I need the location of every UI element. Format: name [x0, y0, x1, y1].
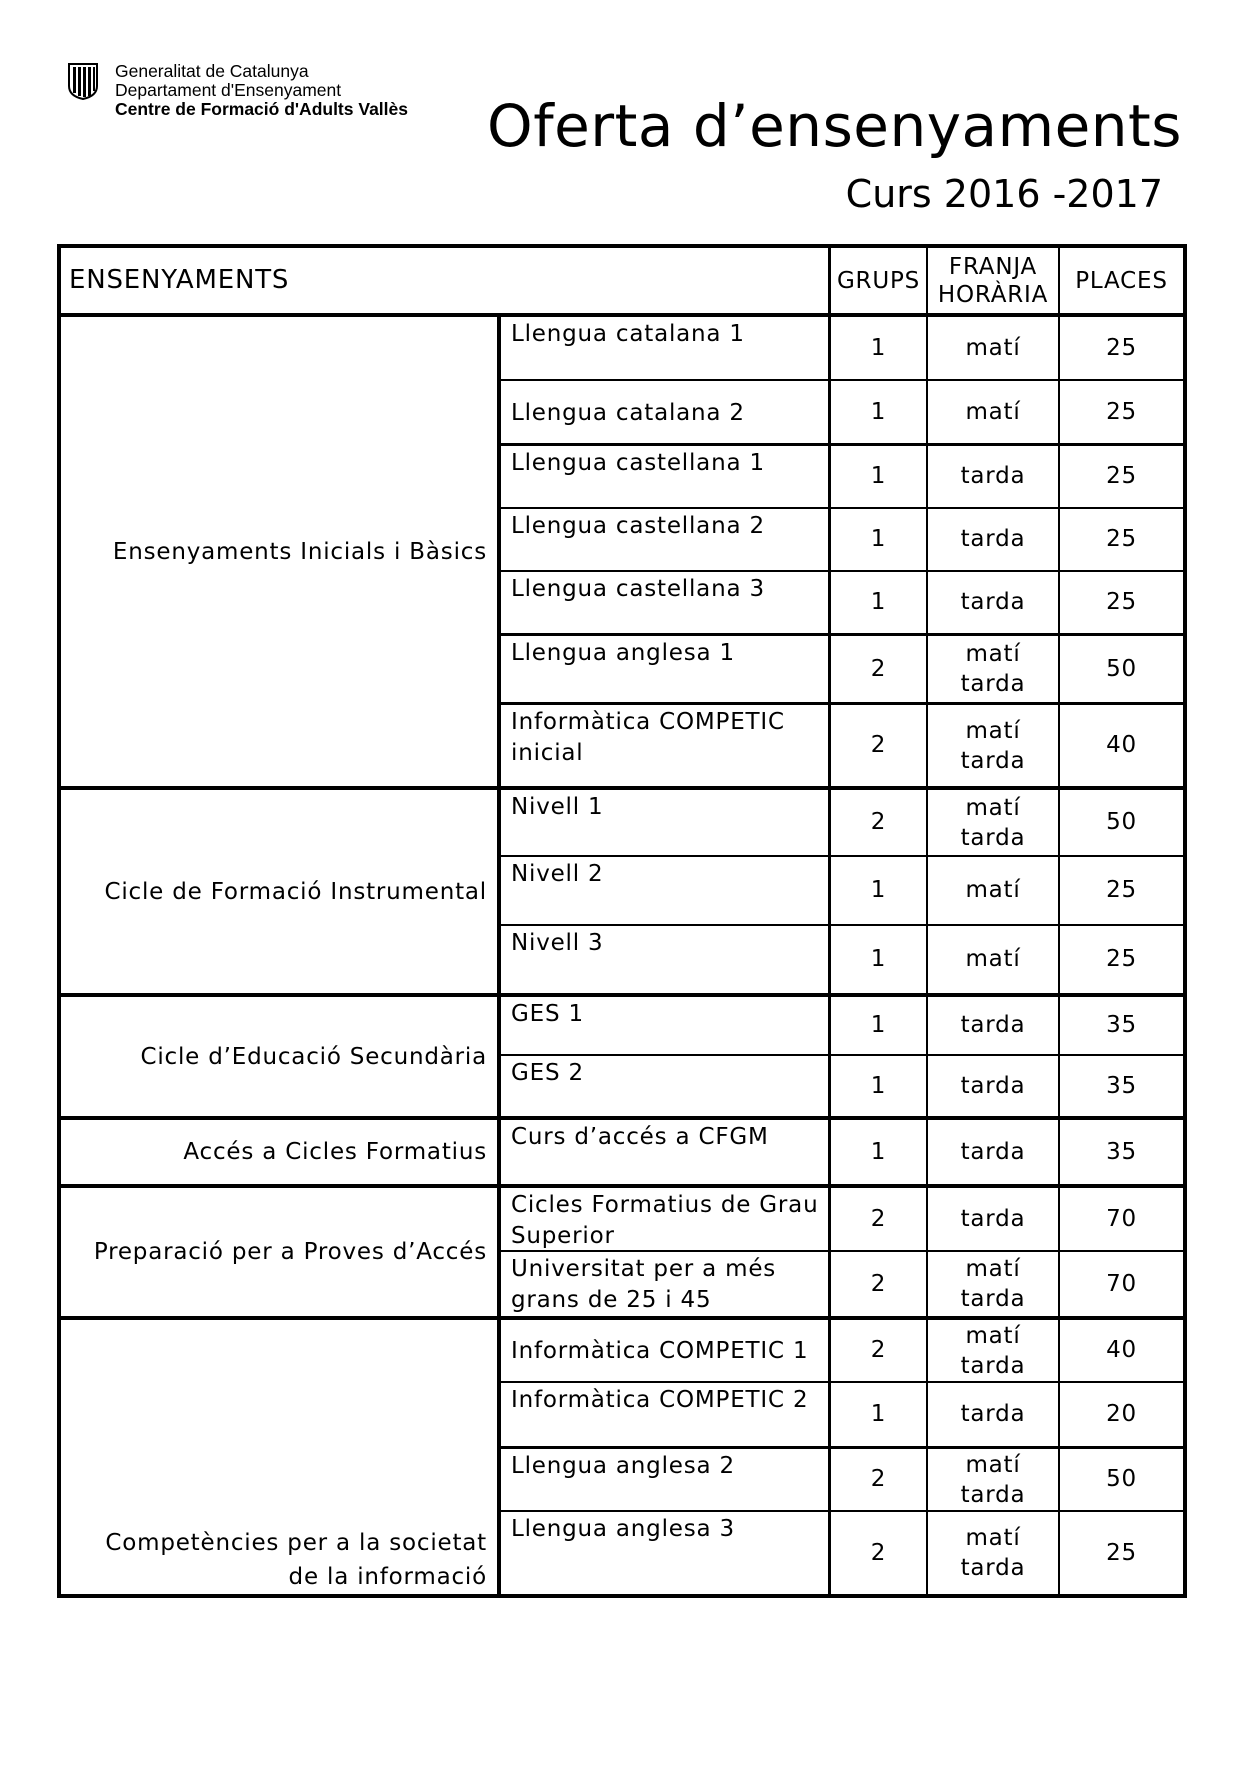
- franja-line-2: tarda: [960, 1481, 1026, 1508]
- places-value: 50: [1106, 1466, 1137, 1492]
- franja-value: matí: [965, 334, 1021, 361]
- places-value: 20: [1106, 1401, 1137, 1427]
- franja-value: matí: [965, 946, 1021, 972]
- group-label: Cicle de Formació Instrumental: [104, 878, 487, 905]
- course-name-line-2: inicial: [511, 740, 584, 766]
- franja-value: [928, 705, 1058, 786]
- grups-value: 2: [870, 1270, 887, 1297]
- places-value: 40: [1106, 732, 1137, 758]
- franja-line-2: tarda: [960, 1555, 1026, 1581]
- org-line-1: Generalitat de Catalunya: [115, 61, 309, 81]
- course-name: Llengua catalana 1: [511, 321, 745, 347]
- course-name: [501, 1188, 828, 1250]
- places-value: 25: [1106, 526, 1137, 552]
- course-name-line-2: Superior: [511, 1223, 615, 1249]
- course-name-line-1: Informàtica COMPETIC: [511, 709, 785, 735]
- course-name: Llengua castellana 3: [511, 576, 765, 602]
- franja-line-1: matí: [965, 1322, 1021, 1349]
- places-value: 25: [1106, 877, 1137, 903]
- grups-value: 1: [870, 334, 887, 361]
- grups-value: 1: [870, 1072, 887, 1099]
- grups-value: 1: [870, 877, 887, 903]
- group-label: Ensenyaments Inicials i Bàsics: [112, 538, 487, 565]
- places-value: 25: [1106, 463, 1137, 489]
- franja-value: [928, 1512, 1058, 1594]
- places-value: 50: [1106, 809, 1137, 835]
- places-value: 25: [1106, 398, 1137, 425]
- franja-value: tarda: [960, 1401, 1026, 1427]
- places-value: 50: [1106, 655, 1137, 682]
- franja-line-1: matí: [965, 794, 1021, 821]
- franja-value: tarda: [960, 1072, 1026, 1099]
- course-name: Llengua anglesa 2: [511, 1453, 735, 1479]
- header-grups: GRUPS: [836, 267, 921, 294]
- places-value: 25: [1106, 946, 1137, 972]
- grups-value: 2: [870, 655, 887, 682]
- course-name: Informàtica COMPETIC 2: [511, 1387, 809, 1413]
- grups-value: 2: [870, 1337, 887, 1363]
- franja-line-1: matí: [965, 641, 1021, 667]
- grups-value: 1: [870, 589, 887, 615]
- generalitat-logo-icon: [66, 62, 100, 100]
- franja-line-1: matí: [965, 1451, 1021, 1478]
- course-name: [501, 1252, 828, 1316]
- grups-value: 2: [870, 1205, 887, 1232]
- franja-value: [928, 790, 1058, 855]
- franja-line-2: tarda: [960, 1286, 1026, 1312]
- course-name: GES 2: [511, 1060, 584, 1086]
- grups-value: 1: [870, 526, 887, 552]
- grups-value: 1: [870, 946, 887, 972]
- places-value: 25: [1106, 1539, 1137, 1566]
- course-name-line-1: Universitat per a més: [511, 1256, 777, 1282]
- grups-value: 1: [870, 1401, 887, 1427]
- group-label: [61, 1320, 497, 1594]
- grups-value: 2: [870, 732, 887, 758]
- franja-line-1: matí: [965, 1256, 1021, 1282]
- course-name: Llengua anglesa 3: [511, 1516, 735, 1542]
- group-label: Preparació per a Proves d’Accés: [93, 1239, 487, 1265]
- franja-value: matí: [965, 877, 1021, 903]
- course-name-line-1: Cicles Formatius de Grau: [511, 1192, 819, 1218]
- organization-block: [115, 62, 408, 119]
- grups-value: 1: [870, 1012, 887, 1038]
- page-title: Oferta d’ensenyaments: [487, 92, 1182, 160]
- group-label: Accés a Cicles Formatius: [183, 1139, 487, 1165]
- places-value: 40: [1106, 1337, 1137, 1363]
- franja-value: tarda: [960, 1205, 1026, 1232]
- group-label-line-2: de la informació: [288, 1564, 487, 1590]
- grups-value: 2: [870, 1539, 887, 1566]
- header-franja-horaria: [928, 248, 1058, 313]
- franja-line-1: matí: [965, 1525, 1021, 1551]
- org-line-3: Centre de Formació d'Adults Vallès: [115, 99, 408, 119]
- places-value: 35: [1106, 1012, 1137, 1038]
- franja-value: matí: [965, 398, 1021, 425]
- grups-value: 1: [870, 398, 887, 425]
- grups-value: 1: [870, 1138, 887, 1165]
- franja-value: tarda: [960, 1138, 1026, 1165]
- grups-value: 2: [870, 1466, 887, 1492]
- places-value: 25: [1106, 334, 1137, 361]
- course-name: [501, 705, 828, 786]
- franja-line-2: tarda: [960, 671, 1026, 697]
- franja-value: tarda: [960, 589, 1026, 615]
- course-name: Llengua castellana 2: [511, 513, 765, 539]
- places-value: 70: [1106, 1270, 1137, 1297]
- franja-value: [928, 1252, 1058, 1316]
- course-name: Llengua castellana 1: [511, 450, 765, 476]
- course-name: Nivell 1: [511, 794, 604, 820]
- places-value: 35: [1106, 1072, 1137, 1099]
- franja-value: [928, 1449, 1058, 1510]
- places-value: 70: [1106, 1205, 1137, 1232]
- header-franja-line-2: HORÀRIA: [937, 281, 1049, 308]
- places-value: 25: [1106, 589, 1137, 615]
- header-franja-line-1: FRANJA: [948, 253, 1038, 280]
- org-line-2: Departament d'Ensenyament: [115, 80, 342, 100]
- franja-line-1: matí: [965, 717, 1021, 744]
- franja-value: tarda: [960, 1012, 1026, 1038]
- franja-value: tarda: [960, 463, 1026, 489]
- course-name: GES 1: [511, 1001, 584, 1027]
- grups-value: 1: [870, 463, 887, 489]
- course-offer-table: [57, 244, 1187, 1598]
- franja-value: [928, 1320, 1058, 1381]
- course-name: Llengua anglesa 1: [511, 640, 735, 666]
- franja-value: [928, 636, 1058, 702]
- franja-value: tarda: [960, 526, 1026, 552]
- course-name: Nivell 2: [511, 861, 604, 887]
- course-name: Nivell 3: [511, 930, 604, 956]
- franja-line-2: tarda: [960, 824, 1026, 851]
- group-label: Cicle d’Educació Secundària: [140, 1043, 487, 1070]
- course-name: Informàtica COMPETIC 1: [511, 1338, 809, 1364]
- course-name-line-2: grans de 25 i 45: [511, 1287, 712, 1313]
- group-label-line-1: Competències per a la societat: [105, 1530, 487, 1556]
- course-name: Curs d’accés a CFGM: [511, 1124, 769, 1150]
- franja-line-2: tarda: [960, 1352, 1026, 1379]
- course-name: Llengua catalana 2: [511, 399, 745, 426]
- course-year: Curs 2016 -2017: [845, 172, 1163, 216]
- places-value: 35: [1106, 1138, 1137, 1165]
- header-places: PLACES: [1075, 267, 1168, 294]
- franja-line-2: tarda: [960, 747, 1026, 774]
- grups-value: 2: [870, 809, 887, 835]
- header-ensenyaments: ENSENYAMENTS: [69, 265, 290, 295]
